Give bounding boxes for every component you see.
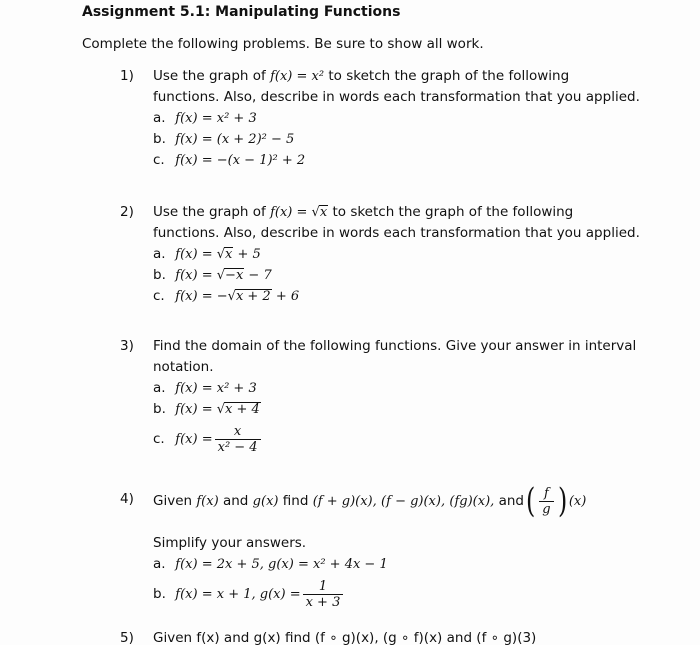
problem-2 bbox=[120, 202, 643, 307]
problem-3-line1: Find the domain of the following functions. Give your answer in interval bbox=[153, 338, 637, 354]
problem-number: 2) bbox=[120, 204, 134, 220]
problem-5-partial: 5) Given f(x) and g(x) find (f ∘ g)(x), (g ∘ f)(x) and (f ∘ g)(3) bbox=[120, 632, 537, 645]
problem-1 bbox=[120, 66, 643, 171]
problem-3-line2: notation. bbox=[153, 359, 214, 375]
part-b: b. f(x) = √−x − 7 bbox=[153, 267, 272, 283]
fraction: $\frac{x}{\text{x² − 4}}$ bbox=[215, 424, 261, 455]
problem-4-line1: Given f(x) and g(x) find (f + g)(x), (f − g)(x), (fg)(x), and ( $\frac{f}{g}$ ) (x) bbox=[153, 481, 587, 521]
problem-4 bbox=[120, 481, 700, 610]
fraction: $\frac{1}{x + 3}$ bbox=[303, 579, 344, 610]
part-a: a. f(x) = √x + 5 bbox=[153, 246, 261, 262]
problem-1-line1: Use the graph of f(x) = x² to sketch the graph of the following bbox=[153, 68, 570, 84]
part-a: a. f(x) = 2x + 5, g(x) = x² + 4x − 1 bbox=[153, 556, 388, 572]
problem-2-line2: functions. Also, describe in words each transformation that you applied. bbox=[153, 225, 640, 241]
page-title: Assignment 5.1: Manipulating Functions bbox=[82, 4, 401, 20]
problem-number: 3) bbox=[120, 338, 134, 354]
problem-number: 1) bbox=[120, 68, 134, 84]
part-c: c. f(x) = −(x − 1)² + 2 bbox=[153, 152, 306, 168]
radicand: x bbox=[319, 205, 328, 220]
problem-2-line1: Use the graph of f(x) = √x to sketch the graph of the following bbox=[153, 204, 574, 220]
problem-3 bbox=[120, 336, 643, 455]
problem-number: 4) bbox=[120, 491, 134, 507]
simplify-note: Simplify your answers. bbox=[153, 535, 307, 551]
part-b: b. f(x) = (x + 2)² − 5 bbox=[153, 131, 295, 147]
part-c: c. f(x) = $\frac{x}{\text{x² − 4}}$ bbox=[153, 424, 643, 455]
part-a: a. f(x) = x² + 3 bbox=[153, 380, 257, 396]
part-b: b. f(x) = √x + 4 bbox=[153, 401, 260, 417]
problem-1-line2: functions. Also, describe in words each transformation that you applied. bbox=[153, 89, 640, 105]
part-b: b. f(x) = x + 1, g(x) = $\frac{1}{x + 3}$ bbox=[153, 579, 700, 610]
quotient-expression: ( $\frac{f}{g}$ ) (x) bbox=[525, 481, 587, 521]
instructions: Complete the following problems. Be sure to show all work. bbox=[82, 36, 484, 52]
part-c: c. f(x) = −√x + 2 + 6 bbox=[153, 288, 300, 304]
part-a: a. f(x) = x² + 3 bbox=[153, 110, 257, 126]
function-math: f(x) = x² bbox=[270, 69, 325, 84]
